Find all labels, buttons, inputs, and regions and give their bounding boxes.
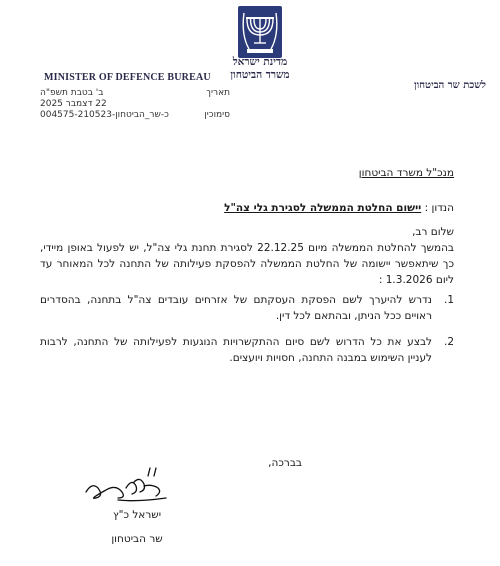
list-item — [40, 334, 454, 366]
list-item-text: לבצע את כל הדרוש לשם סיום ההתקשרויות הנוגעות לפעילותה של התחנה, לרבות לעניין השימוש במבנה התחנה, חסויות ויועצים. — [40, 336, 432, 364]
office-label: לשכת שר הביטחון — [414, 80, 486, 91]
letterhead-center — [200, 56, 320, 82]
ministry-name: משרד הביטחון — [230, 69, 290, 81]
list-item — [40, 292, 454, 324]
handwritten-signature — [78, 462, 178, 510]
reference-label: סימוכין — [204, 110, 230, 120]
reference-value: כ-שר_הביטחון-004575-210523 — [40, 110, 169, 120]
subject-text: יישום החלטת הממשלה לסגירת גלי צה"ל — [224, 202, 422, 214]
subject-line — [224, 202, 454, 214]
hebrew-date: ב' בטבת תשפ"ה — [40, 88, 104, 98]
document-meta — [40, 88, 230, 121]
closing: בברכה, — [268, 457, 302, 469]
menorah-emblem-icon — [237, 5, 283, 59]
subject-label: הנדון : — [424, 202, 454, 214]
signer-title: שר הביטחון — [111, 533, 163, 545]
state-name: מדינת ישראל — [232, 56, 288, 68]
greeting: שלום רב, — [412, 226, 454, 238]
signer-name: ישראל כ"ץ — [112, 509, 162, 521]
instruction-list — [40, 292, 454, 376]
list-item-number: 2. — [443, 336, 454, 348]
recipient: מנכ"ל משרד הביטחון — [358, 167, 454, 179]
bureau-name-en: MINISTER OF DEFENCE BUREAU — [44, 72, 211, 83]
list-item-text: נדרש להיערך לשם הפסקת העסקתם של אזרחים עובדים צה"ל בתחנה, בהסדרים ראויים ככל הניתן, ובהתאם לכל דין. — [40, 294, 432, 322]
intro-paragraph: בהמשך להחלטת הממשלה מיום 22.12.25 לסגירת תחנת גלי צה"ל, יש לפעול באופן מיידי, כך שיתאפשר יישומה של החלטת הממשלה להפסקת פעילותה של התחנה לכל המאוחר עד ליום 1.3.2026 : — [40, 242, 455, 286]
date-label: תאריך — [206, 88, 230, 98]
list-item-number: 1. — [443, 294, 454, 306]
gregorian-date: 22 דצמבר 2025 — [40, 99, 107, 109]
signer-block — [92, 508, 182, 546]
